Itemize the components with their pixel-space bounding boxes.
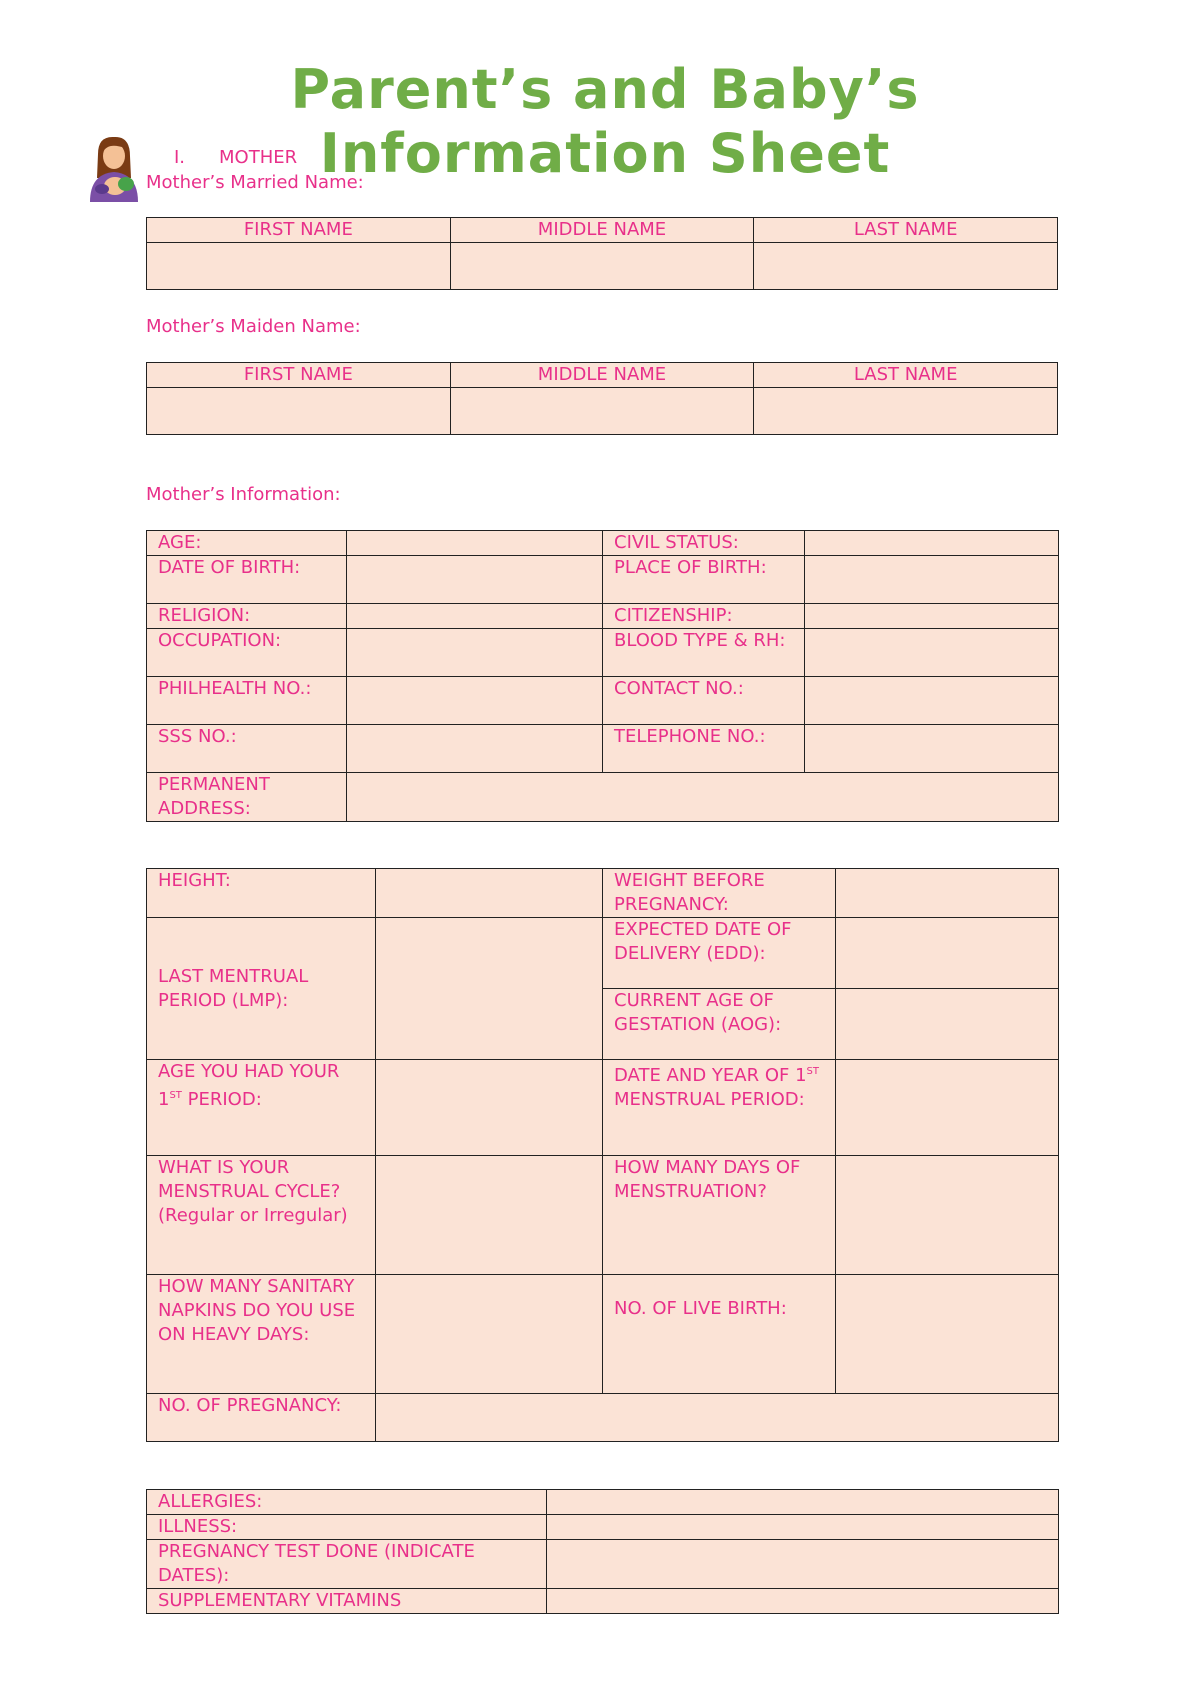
pregnancy-test-label: PREGNANCY TEST DONE (INDICATE DATES): [147,1540,547,1589]
mother-health-table [146,868,1059,1442]
live-birth-field[interactable] [836,1275,1059,1394]
first-name-header: FIRST NAME [147,218,451,243]
height-field[interactable] [376,869,603,918]
married-name-label: Mother’s Married Name: [146,172,364,193]
married-middle-name-field[interactable] [450,243,754,290]
middle-name-header: MIDDLE NAME [450,218,754,243]
maiden-name-table [146,362,1058,435]
section-heading [174,147,297,168]
occupation-field[interactable] [347,629,603,677]
napkins-field[interactable] [376,1275,603,1394]
napkins-label: HOW MANY SANITARY NAPKINS DO YOU USE ON HEAVY DAYS: [147,1275,376,1394]
sss-field[interactable] [347,725,603,773]
age-field[interactable] [347,531,603,556]
philhealth-field[interactable] [347,677,603,725]
married-name-table [146,217,1058,290]
religion-field[interactable] [347,604,603,629]
blood-type-label: BLOOD TYPE & RH: [603,629,805,677]
civil-status-label: CIVIL STATUS: [603,531,805,556]
pregnancy-count-field[interactable] [376,1394,1059,1442]
middle-name-header: MIDDLE NAME [450,363,754,388]
age-label: AGE: [147,531,347,556]
first-name-header: FIRST NAME [147,363,451,388]
edd-field[interactable] [836,918,1059,989]
section-number: I. [174,147,186,168]
cycle-field[interactable] [376,1156,603,1275]
menstruation-days-label: HOW MANY DAYS OF MENSTRUATION? [603,1156,836,1275]
address-field[interactable] [347,773,1059,822]
title-line-1: Parent’s and Baby’s [290,58,920,121]
lmp-field[interactable] [376,918,603,1060]
allergies-field[interactable] [547,1490,1059,1515]
first-period-age-label: AGE YOU HAD YOUR 1ST PERIOD: [147,1060,376,1156]
last-name-header: LAST NAME [754,218,1058,243]
weight-field[interactable] [836,869,1059,918]
pregnancy-count-label: NO. OF PREGNANCY: [147,1394,376,1442]
pregnancy-test-field[interactable] [547,1540,1059,1589]
menstruation-days-field[interactable] [836,1156,1059,1275]
mother-info-label: Mother’s Information: [146,484,341,505]
cycle-label: WHAT IS YOUR MENSTRUAL CYCLE? (Regular or Irregular) [147,1156,376,1275]
sss-label: SSS NO.: [147,725,347,773]
dob-field[interactable] [347,556,603,604]
mother-info-table [146,530,1059,822]
telephone-label: TELEPHONE NO.: [603,725,805,773]
lmp-label: LAST MENTRUAL PERIOD (LMP): [147,918,376,1060]
maiden-first-name-field[interactable] [147,388,451,435]
civil-status-field[interactable] [805,531,1059,556]
citizenship-field[interactable] [805,604,1059,629]
pob-field[interactable] [805,556,1059,604]
first-period-date-field[interactable] [836,1060,1059,1156]
maiden-middle-name-field[interactable] [450,388,754,435]
married-first-name-field[interactable] [147,243,451,290]
last-name-header: LAST NAME [754,363,1058,388]
dob-label: DATE OF BIRTH: [147,556,347,604]
maiden-name-label: Mother’s Maiden Name: [146,316,361,337]
illness-field[interactable] [547,1515,1059,1540]
allergies-label: ALLERGIES: [147,1490,547,1515]
address-label: PERMANENT ADDRESS: [147,773,347,822]
blood-type-field[interactable] [805,629,1059,677]
edd-label: EXPECTED DATE OF DELIVERY (EDD): [603,918,836,989]
illness-label: ILLNESS: [147,1515,547,1540]
title-line-2: Information Sheet [319,122,891,185]
married-last-name-field[interactable] [754,243,1058,290]
vitamins-field[interactable] [547,1589,1059,1614]
vitamins-label: SUPPLEMENTARY VITAMINS [147,1589,547,1614]
telephone-field[interactable] [805,725,1059,773]
first-period-date-label: DATE AND YEAR OF 1ST MENSTRUAL PERIOD: [603,1060,836,1156]
aog-label: CURRENT AGE OF GESTATION (AOG): [603,989,836,1060]
aog-field[interactable] [836,989,1059,1060]
contact-field[interactable] [805,677,1059,725]
live-birth-label: NO. OF LIVE BIRTH: [603,1275,836,1394]
religion-label: RELIGION: [147,604,347,629]
pob-label: PLACE OF BIRTH: [603,556,805,604]
height-label: HEIGHT: [147,869,376,918]
citizenship-label: CITIZENSHIP: [603,604,805,629]
medical-table [146,1489,1059,1614]
mother-and-baby-icon [84,134,144,204]
occupation-label: OCCUPATION: [147,629,347,677]
section-label: MOTHER [219,147,298,168]
contact-label: CONTACT NO.: [603,677,805,725]
philhealth-label: PHILHEALTH NO.: [147,677,347,725]
weight-label: WEIGHT BEFORE PREGNANCY: [603,869,836,918]
maiden-last-name-field[interactable] [754,388,1058,435]
first-period-age-field[interactable] [376,1060,603,1156]
